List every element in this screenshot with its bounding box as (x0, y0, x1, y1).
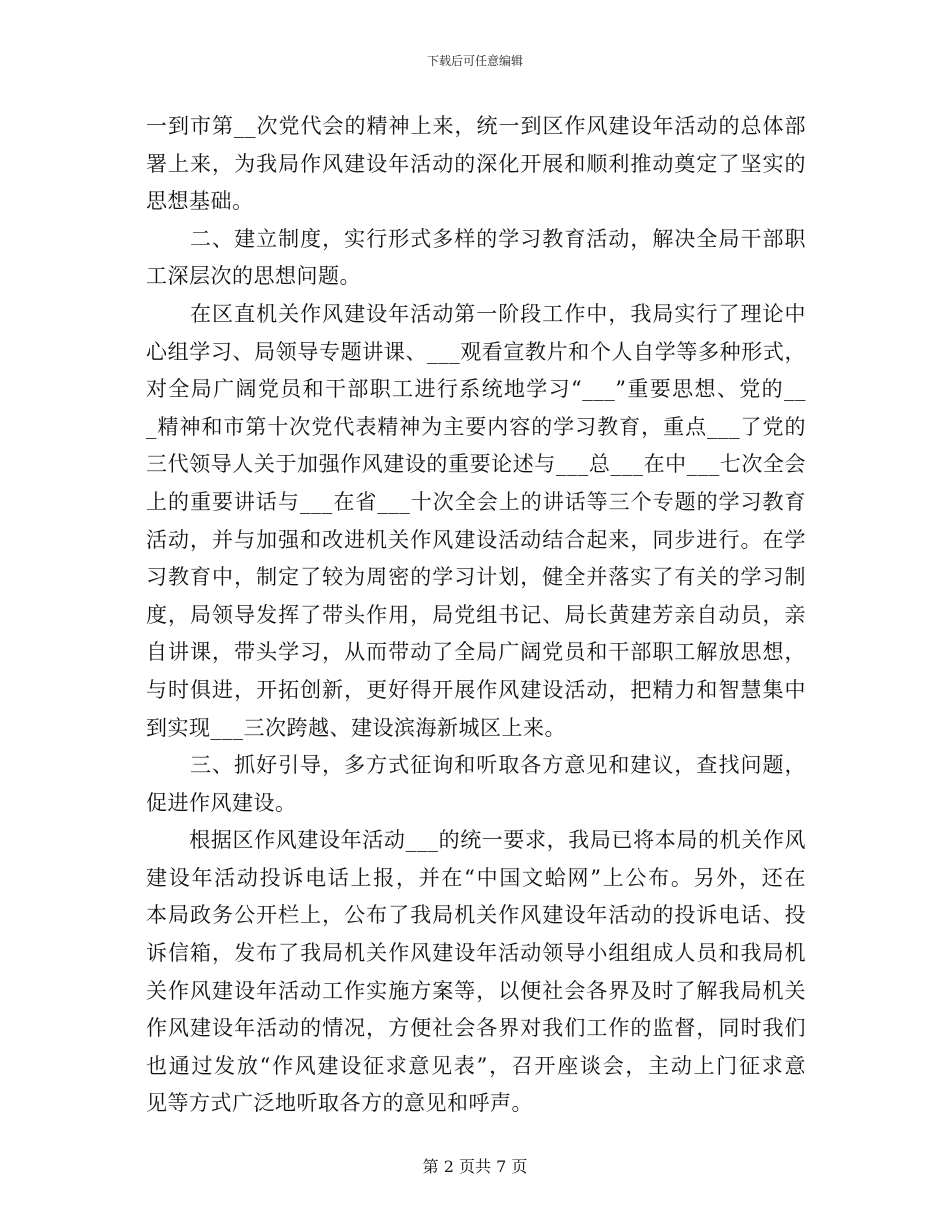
section-heading-line: 二、建立制度，实行形式多样的学习教育活动，解决全局干部职 (146, 226, 806, 251)
text-line: 在区直机关作风建设年活动第一阶段工作中，我局实行了理论中 (146, 301, 806, 326)
section-heading-line: 三、抓好引导，多方式征询和听取各方意见和建议，查找问题， (146, 753, 806, 778)
text-line: 与时俱进，开拓创新，更好得开展作风建设活动，把精力和智慧集中 (146, 677, 806, 702)
text-line: 思想基础。 (146, 189, 254, 214)
text-line: 本局政务公开栏上，公布了我局机关作风建设年活动的投诉电话、投 (146, 903, 806, 928)
page-number: 第 2 页共 7 页 (422, 1157, 528, 1176)
text-line: 对全局广阔党员和干部职工进行系统地学习“___”重要思想、党的__ (146, 377, 806, 402)
text-line: 作风建设年活动的情况，方便社会各界对我们工作的监督，同时我们 (146, 1016, 806, 1041)
text-line: 三代领导人关于加强作风建设的重要论述与___总___在中___七次全会 (146, 452, 806, 477)
text-line: 活动，并与加强和改进机关作风建设活动结合起来，同步进行。在学 (146, 527, 806, 552)
text-line: 署上来，为我局作风建设年活动的深化开展和顺利推动奠定了坚实的 (146, 151, 806, 176)
section-heading-line: 工深层次的思想问题。 (146, 264, 361, 289)
text-line: 心组学习、局领导专题讲课、___观看宣教片和个人自学等多种形式， (146, 339, 806, 364)
text-line: 见等方式广泛地听取各方的意见和呼声。 (146, 1091, 533, 1116)
section-heading-line: 促进作风建设。 (146, 790, 297, 815)
text-line: 也通过发放“作风建设征求意见表”，召开座谈会，主动上门征求意 (146, 1053, 806, 1078)
text-line: 建设年活动投诉电话上报，并在“中国文蛤网”上公布。另外，还在 (146, 865, 806, 890)
page-header: 下载后可任意编辑 (426, 54, 523, 68)
text-line: 诉信箱，发布了我局机关作风建设年活动领导小组组成人员和我局机 (146, 941, 806, 966)
text-line: 度，局领导发挥了带头作用，局党组书记、局长黄建芳亲自动员，亲 (146, 602, 806, 627)
text-line: 一到市第__次党代会的精神上来，统一到区作风建设年活动的总体部 (146, 114, 806, 138)
text-line: 自讲课，带头学习，从而带动了全局广阔党员和干部职工解放思想， (146, 640, 806, 665)
document-body (146, 108, 806, 1123)
text-line: 上的重要讲话与___在省___十次全会上的讲话等三个专题的学习教育 (146, 489, 806, 514)
text-line: _精神和市第十次党代表精神为主要内容的学习教育，重点___了党的 (146, 414, 806, 439)
text-line: 关作风建设年活动工作实施方案等，以便社会各界及时了解我局机关 (146, 978, 806, 1003)
text-line: 习教育中，制定了较为周密的学习计划，健全并落实了有关的学习制 (146, 565, 806, 590)
text-line: 根据区作风建设年活动___的统一要求，我局已将本局的机关作风 (146, 828, 806, 853)
text-line: 到实现___三次跨越、建设滨海新城区上来。 (146, 715, 566, 740)
